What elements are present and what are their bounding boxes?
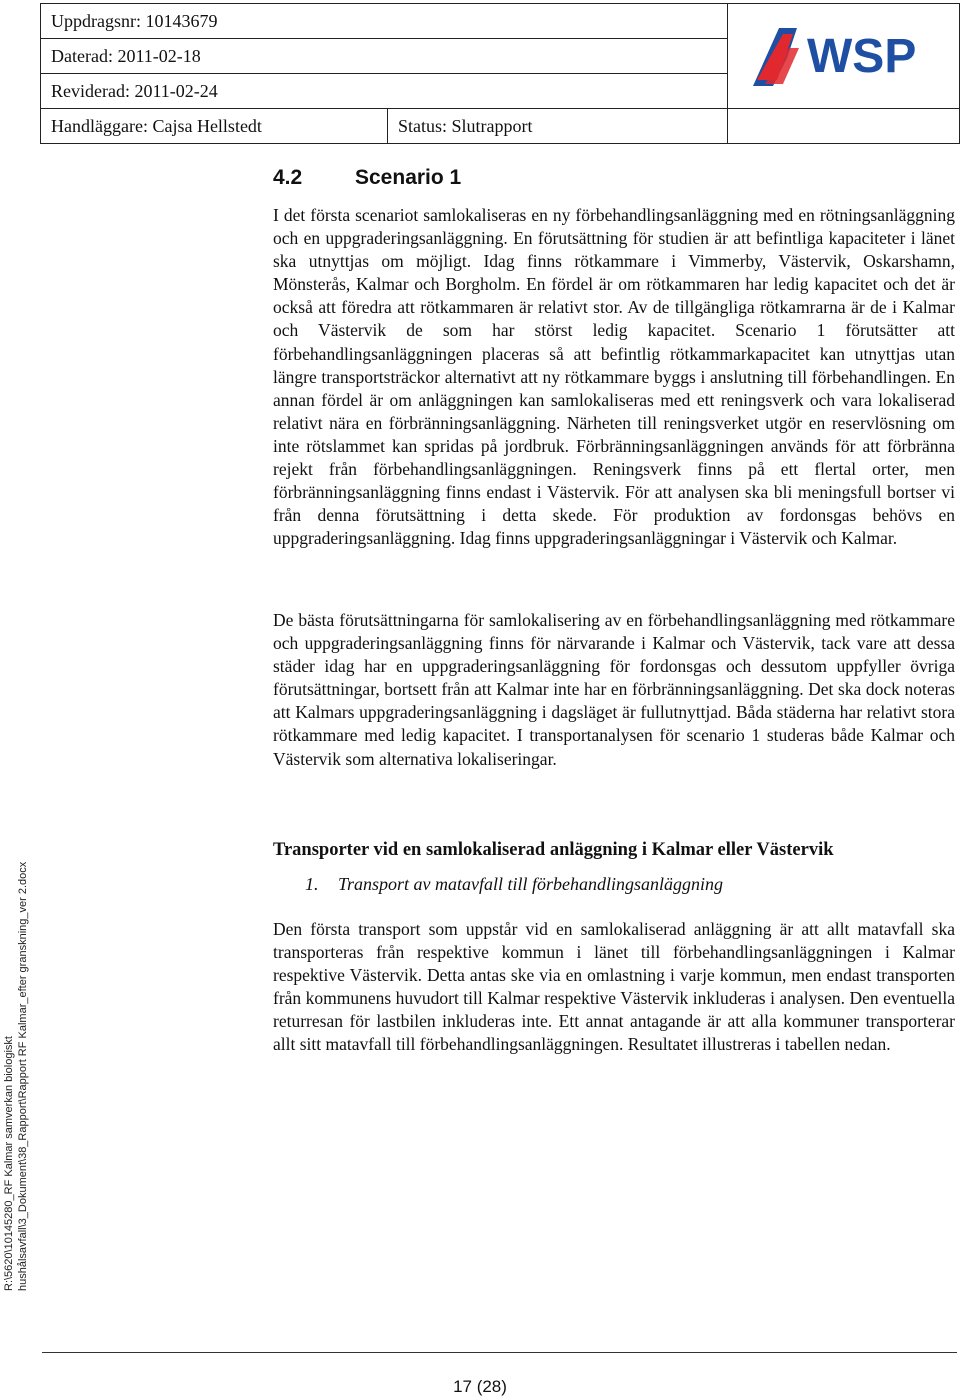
transport-subheading: Transporter vid en samlokaliserad anläggning i Kalmar eller Västervik — [273, 840, 834, 860]
document-header-table — [40, 3, 960, 144]
footer-divider — [42, 1352, 957, 1353]
status: Status: Slutrapport — [388, 109, 728, 144]
logo-cell — [728, 4, 960, 109]
file-path-line-2: hushålsavfall\3_Dokument\38_Rapport\Rapport RF Kalmar_efter granskning_ver 2.docx — [17, 861, 29, 1291]
file-path-line-1: R:\5620\10145280_RF Kalmar samverkan biologiskt — [3, 1036, 15, 1291]
revised: Reviderad: 2011-02-24 — [41, 74, 728, 109]
list-item-number: 1. — [305, 874, 319, 894]
wsp-logo — [749, 20, 939, 92]
handler: Handläggare: Cajsa Hellstedt — [41, 109, 388, 144]
paragraph-scenario-intro: I det första scenariot samlokaliseras en ny förbehandlingsanläggning med en rötningsanläggning och en uppgraderingsanläggning. En förutsättning för studien är att befintliga kapaciteter i länet ska utnyttjas om möjligt. Idag finns rötkammare i Vimmerby, Västervik, Oskarshamn, Mönsterås, Kalmar och Borgholm. En fördel är om rötkammaren har ledig kapacitet och det är också att föredra att rötkammaren är relativt stor. Av de tillgängliga rötkamrarna är de i Kalmar och Västervik de som har störst ledig kapacitet. Scenario 1 förutsätter att förbehandlingsanläggningen placeras så att befintlig rötkammarkapacitet kan utnyttjas utan längre transportsträckor alternativt att ny rötkammare byggs i anslutning till förbehandlingen. En annan fördel är om anläggningen kan samlokaliseras med ett reningsverk och vara lokaliserad relativt nära en förbränningsanläggning. Närheten till reningsverket utgör en reservlösning om inte rötslammet kan spridas på jordbruk. Förbränningsanläggningen används för att förbränna rejekt från förbehandlingsanläggningen. Reningsverk finns på ett flertal orter, men förbränningsanläggning finns endast i Västervik. För att analysen ska bli meningsfull bortser vi från denna förutsättning i detta skede. För produktion av fordonsgas behövs en uppgraderingsanläggning. Idag finns uppgraderingsanläggningar i Västervik och Kalmar. — [273, 205, 955, 549]
empty-cell — [728, 109, 960, 144]
paragraph-first-transport: Den första transport som uppstår vid en samlokaliserad anläggning är att allt matavfall ska transporteras från respektive kommun i länet till förbehandlingsanläggningen i Kalmar respektive Västervik. Detta antas ske via en omlastning i varje kommun, men endast transporten från kommunens huvudort till Kalmar respektive Västervik inkluderas i analysen. Den eventuella returresan för lastbilen inkluderas inte. Ett annat antagande är att alla kommuner transporterar allt sitt matavfall till förbehandlingsanläggningen. Resultatet illustreras i tabellen nedan. — [273, 919, 955, 1055]
list-item-text: Transport av matavfall till förbehandlingsanläggning — [338, 874, 724, 894]
dated: Daterad: 2011-02-18 — [41, 39, 728, 74]
section-number: 4.2 — [273, 166, 303, 189]
file-path-sidebar — [2, 851, 30, 1291]
section-title: Scenario 1 — [355, 166, 462, 189]
assignment-number: Uppdragsnr: 10143679 — [41, 4, 728, 39]
section-heading — [273, 166, 461, 190]
list-item — [305, 874, 723, 895]
svg-text:WSP: WSP — [806, 30, 916, 83]
page-number: 17 (28) — [453, 1377, 507, 1396]
paragraph-best-conditions: De bästa förutsättningarna för samlokalisering av en förbehandlingsanläggning med rötkammare och uppgraderingsanläggning finns för närvarande i Kalmar och Västervik, tack vare att dessa städer idag har en uppgraderingsanläggning för fordonsgas och dessutom uppfyller övriga förutsättningar, bortsett från att Kalmar inte har en förbränningsanläggning. Det ska dock noteras att Kalmars uppgraderingsanläggning i dagsläget är fullutnyttjad. Båda städerna har relativt stora rötkammare med ledig kapacitet. I transportanalysen för scenario 1 studeras både Kalmar och Västervik som alternativa lokaliseringar. — [273, 610, 955, 769]
